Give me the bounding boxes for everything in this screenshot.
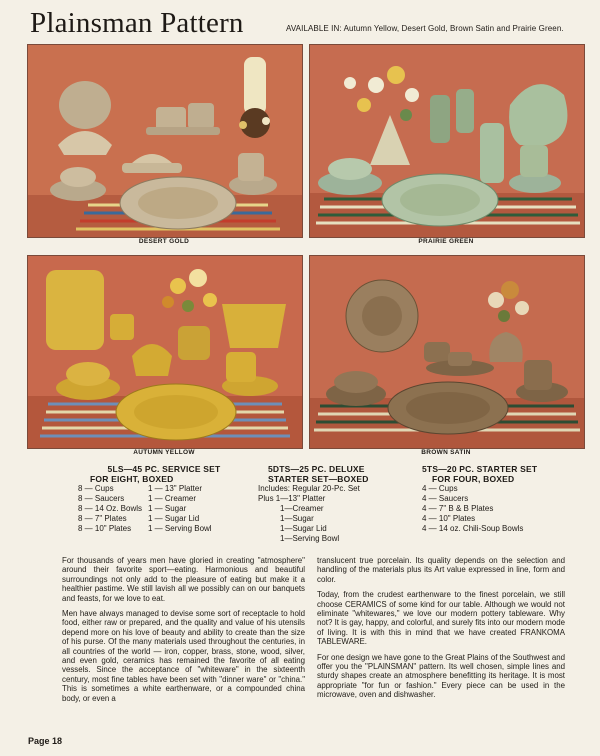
body-text-right	[317, 556, 565, 706]
caption-desert-gold: DESERT GOLD	[138, 238, 190, 245]
body-paragraph: Men have always managed to devise some sort of receptacle to hold food, either raw or prepared, and the quality and value of his utensils depend more on his love of beauty and ability to create than the size of his purse. Of the many materials used throughout the centuries, in all countries of the world — iron, copper, brass, stone, wood, silver, and even gold, ceramics has remained the favorite of all eating vessels. Since the acceptance of "whiteware" in the sixteenth century, most fine tables have been set with "dinner ware" or "china." This is sometimes a white earthenware, or a compounded china body, or even a	[62, 609, 305, 703]
photo-desert-gold	[27, 44, 303, 238]
set-item: 1—Sugar Lid	[280, 524, 327, 533]
set-row	[78, 494, 250, 504]
set-item: 1 — 13" Platter	[148, 484, 202, 493]
caption-autumn-yellow: AUTUMN YELLOW	[133, 449, 195, 456]
autumn-yellow-dinnerware-image	[28, 256, 302, 448]
set-list	[258, 484, 378, 544]
set-intro: Plus 1—13" Platter	[258, 494, 326, 503]
set-title-line: 5LS—45 PC. SERVICE SET	[107, 464, 221, 474]
photo-prairie-green	[309, 44, 585, 238]
set-45pc-service	[78, 464, 250, 534]
set-row	[78, 514, 250, 524]
body-paragraph: For thousands of years men have gloried in creating "atmosphere" around their favorite sport—eating. Harmonious and beautiful surroundings not only add to the pleasure of eating but make it a healthier pastime. We still lavish all we possibly can on our banquets and feasts, for we love to eat.	[62, 556, 305, 603]
set-title-line: FOR EIGHT, BOXED	[90, 474, 174, 484]
page-title: Plainsman Pattern	[30, 7, 244, 39]
body-paragraph: For one design we have gone to the Great Plains of the Southwest and offer you the "PLAINSMAN" pattern. Its well chosen, simple lines and sturdy shapes create an atmosphere benefitting its heritage. It is most appropriate "for fun or fashion." Every piece can be used in the microwave, oven and dishwasher.	[317, 652, 565, 700]
set-item: 8 — 10" Plates	[78, 524, 132, 533]
body-text-left	[62, 556, 305, 709]
set-item: 8 — Saucers	[78, 494, 125, 503]
availability-note: AVAILABLE IN: Autumn Yellow, Desert Gold, Brown Satin and Prairie Green.	[286, 24, 564, 33]
body-paragraph: translucent true porcelain. Its quality depends on the selection and handling of the materials plus its Art value expressed in line, form and color.	[317, 556, 565, 584]
brown-satin-dinnerware-image	[310, 256, 584, 448]
set-row	[78, 524, 250, 534]
set-title-line: FOR FOUR, BOXED	[432, 474, 515, 484]
set-item: 1—Sugar	[280, 514, 314, 523]
set-title-line: 5TS—20 PC. STARTER SET	[422, 464, 538, 474]
set-intro: Includes: Regular 20-Pc. Set	[258, 484, 360, 493]
body-paragraph: Today, from the crudest earthenware to the finest porcelain, we still choose CERAMICS of some kind for our table. Although we would not eliminate "whitewares," we love our modern pottery tableware. Why not? It is gay, happy, and colorful, and surely fits into our modern mode of living. It is with this in mind that we have created FRANKOMA TABLEWARE.	[317, 590, 565, 647]
set-20pc-starter	[422, 464, 572, 534]
set-item: 4 — 14 oz. Chili-Soup Bowls	[422, 524, 524, 533]
set-item: 1 — Sugar	[148, 504, 187, 513]
caption-brown-satin: BROWN SATIN	[421, 449, 471, 456]
set-item: 4 — 10" Plates	[422, 514, 476, 523]
set-item: 1—Serving Bowl	[280, 534, 340, 543]
set-item: 4 — 7" B & B Plates	[422, 504, 494, 513]
set-25pc-deluxe	[258, 464, 378, 544]
set-row	[78, 504, 250, 514]
photo-autumn-yellow	[27, 255, 303, 449]
set-item: 8 — Cups	[78, 484, 114, 493]
set-item: 1 — Serving Bowl	[148, 524, 212, 533]
set-item: 4 — Saucers	[422, 494, 469, 503]
set-list	[422, 484, 572, 534]
set-title-line: 5DTS—25 PC. DELUXE	[268, 464, 365, 474]
caption-prairie-green: PRAIRIE GREEN	[418, 238, 474, 245]
page-number: Page 18	[28, 736, 63, 746]
prairie-green-dinnerware-image	[310, 45, 584, 237]
set-item: 1—Creamer	[280, 504, 324, 513]
photo-brown-satin	[309, 255, 585, 449]
set-title-line: STARTER SET—BOXED	[268, 474, 369, 484]
set-item: 1 — Creamer	[148, 494, 197, 503]
set-item: 4 — Cups	[422, 484, 458, 493]
set-item: 1 — Sugar Lid	[148, 514, 200, 523]
set-item: 8 — 7" Plates	[78, 514, 127, 523]
set-item: 8 — 14 Oz. Bowls	[78, 504, 143, 513]
set-row	[78, 484, 250, 494]
desert-gold-dinnerware-image	[28, 45, 302, 237]
